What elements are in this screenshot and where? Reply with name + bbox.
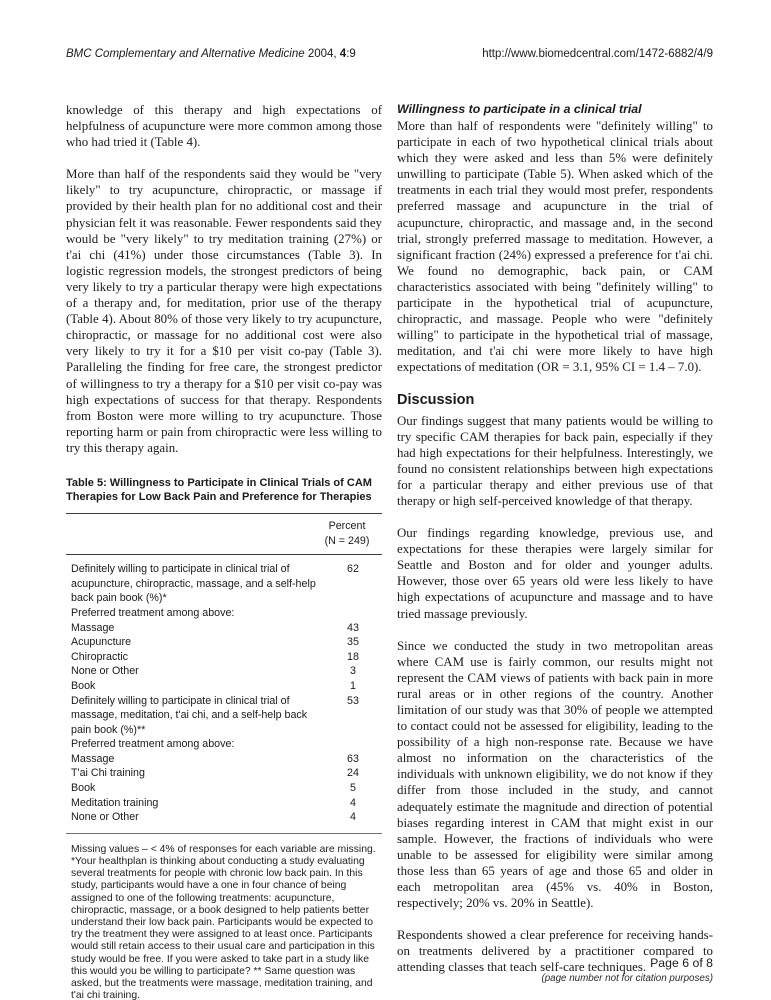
table5-footnote: Missing values – < 4% of responses for each variable are missing. *Your healthplan is thinking about conducting a study evaluating several treatments for people with chronic low back pain. In this study, participants would have a one in four chance of being assigned to one of the following treatments: acupuncture, chiropractic, massage, or a book designed to help patients better understand their low back pain. Participants would be expected to try the treatment they were assigned to at least once. Participants would still retain access to their usual care and participation in this study would be free. If you were asked to take part in a study like this would you be willing to participate? ** Same question was asked, but the treatments were massage, meditation training, and t'ai chi training.: [71, 843, 376, 1000]
page-number: Page 6 of 8: [650, 956, 713, 970]
article-url-link[interactable]: http://www.biomedcentral.com/1472-6882/4/9: [482, 48, 713, 60]
table-header-percent: Percent (N = 249): [324, 519, 370, 547]
table-row-value: 4: [350, 796, 356, 809]
table-row-label: Definitely willing to participate in clinical trial of massage, meditation, t'ai chi, and a self-help back pain book (%)**: [71, 694, 308, 736]
journal-name: BMC Complementary and Alternative Medicine: [66, 48, 305, 60]
table-row-value: 63: [347, 752, 359, 765]
table-row-value: 24: [347, 767, 359, 780]
table-body: [66, 555, 382, 833]
table-row-label: Massage: [71, 752, 115, 765]
table-row-value: 1: [350, 679, 356, 692]
table-row: [66, 621, 382, 636]
table-row: [66, 737, 382, 752]
table-row: [66, 635, 382, 650]
table-row: [66, 752, 382, 767]
table-row: [66, 810, 382, 825]
table5-caption: Table 5: Willingness to Participate in Clinical Trials of CAM Therapies for Low Back Pain and Preference for Therapies: [66, 476, 372, 503]
table-header-row: [66, 514, 382, 554]
page-footer: [541, 956, 713, 984]
right-column: [397, 102, 713, 1000]
two-column-body: [66, 102, 713, 1000]
table-row: [66, 781, 382, 796]
table-row-label: Chiropractic: [71, 650, 129, 663]
paragraph: Respondents showed a clear preference for receiving hands-on treatments delivered by a practitioner compared to attending classes that teach self-care techniques.: [397, 928, 713, 975]
paragraph: More than half of the respondents said they would be "very likely" to try acupuncture, chiropractic, or massage if provided by their health plan for no additional cost and their physician felt it was reasonable. Fewer respondents said they would be "very likely" to try meditation training (27%) or t'ai chi (41%) under those circumstances (Table 3). In logistic regression models, the strongest predictors of being very likely to try a particular therapy were high expectations of a therapy and, for meditation, prior use of the therapy (Table 4). About 80% of those very likely to try acupuncture, chiropractic, or massage for no additional cost were also very likely to try it for a $10 per visit co-pay (Table 3). Paralleling the finding for free care, the strongest predictor of willingness to try a therapy for a $10 per visit co-pay was high expectations of success for that therapy. Respondents from Boston were more willing to try acupuncture. Those reporting harm or pain from chiropractic were less willing to try this therapy again.: [66, 167, 382, 455]
table-row-value: 53: [347, 694, 359, 707]
left-column: [66, 102, 382, 1000]
table-row: [66, 606, 382, 621]
journal-issue: :9: [346, 48, 356, 60]
table-row-label: Massage: [71, 621, 115, 634]
table-row-label: None or Other: [71, 665, 139, 678]
journal-citation: [66, 48, 356, 60]
journal-year: 2004,: [304, 48, 340, 60]
table-row-value: 18: [347, 650, 359, 663]
paragraph: Since we conducted the study in two metropolitan areas where CAM use is fairly common, our results might not represent the CAM views of patients with back pain in more rural areas or in other regions of the country. Another limitation of our study was that 30% of people we attempted to contact could not be assessed for eligibility, leading to the possibility of a high non-response rate. Because we have almost no information on the characteristics of the individuals with unknown eligibility, we do not know if they differ from those included in the study, and cannot adequately estimate the magnitude and direction of potential biases regarding interest in CAM that might exist in our sample. However, the fractions of individuals who were unable to be assessed for eligibility were similar among those less than 65 years of age and those 65 and older in each metropolitan area (45% vs. 40% in Boston, respectively; 20% vs. 20% in Seattle).: [397, 638, 713, 911]
citation-note: (page number not for citation purposes): [541, 973, 713, 984]
table-row: [66, 562, 382, 606]
table-row: [66, 664, 382, 679]
table-row-label: None or Other: [71, 811, 139, 824]
table-row-value: 35: [347, 636, 359, 649]
table-row-label: Preferred treatment among above:: [71, 606, 235, 619]
table-row-value: 62: [347, 563, 359, 576]
page-header: [66, 48, 713, 60]
table-row-label: Book: [71, 679, 96, 692]
table-row: [66, 679, 382, 694]
table-row-label: Book: [71, 782, 96, 795]
table-row-label: T'ai Chi training: [71, 767, 145, 780]
table5: [66, 476, 382, 1000]
table-row-label: Acupuncture: [71, 636, 132, 649]
table-row-label: Meditation training: [71, 796, 159, 809]
section-heading-discussion: Discussion: [397, 391, 475, 408]
journal-volume: 4: [339, 48, 347, 60]
table-row-value: 4: [350, 811, 356, 824]
table-row-label: Definitely willing to participate in clinical trial of acupuncture, chiropractic, massage, and a self-help back pain book (%)*: [71, 563, 316, 605]
table-row-label: Preferred treatment among above:: [71, 738, 235, 751]
table-row-value: 43: [347, 621, 359, 634]
table-row-value: 5: [350, 782, 356, 795]
paragraph: More than half of respondents were "definitely willing" to participate in each of two hypothetical clinical trials about which they were asked and less than 5% were definitely unwilling to participate (Table 5). When asked which of the treatments in each trial they would most prefer, respondents preferred massage and acupuncture in the trial of acupuncture, chiropractic, and massage and, in the second trial, strongly preferred massage to meditation. However, a significant fraction (24%) expressed a preference for t'ai chi. We found no demographic, back pain, or CAM characteristics associated with being "definitely willing" to participate in the hypothetical trial of acupuncture, chiropractic, and massage. People who were "definitely willing" to participate in the hypothetical trial of massage, meditation, and t'ai chi were more likely to have high expectations of meditation (OR = 3.1, 95% CI = 1.4 – 7.0).: [397, 119, 713, 375]
table-row: [66, 694, 382, 738]
paragraph: Our findings regarding knowledge, previous use, and expectations for these therapies were largely similar for Seattle and Boston and for older and younger adults. However, those over 65 years old were less likely to have high expectations of acupuncture and massage and to have tried massage previously.: [397, 526, 713, 621]
table-row-value: 3: [350, 665, 356, 678]
paragraph: knowledge of this therapy and high expectations of helpfulness of acupuncture were more common among those who had tried it (Table 4).: [66, 103, 382, 150]
table-row: [66, 796, 382, 811]
paragraph: Our findings suggest that many patients would be willing to try specific CAM therapies for back pain, especially if they had high expectations for their helpfulness. Interestingly, we found no consistent relationships between high expectations for a particular therapy and either previous use of that therapy or high self-perceived knowledge of that therapy.: [397, 413, 713, 508]
table-row: [66, 650, 382, 665]
subsection-heading: Willingness to participate in a clinical trial: [397, 102, 642, 116]
table-row: [66, 766, 382, 781]
